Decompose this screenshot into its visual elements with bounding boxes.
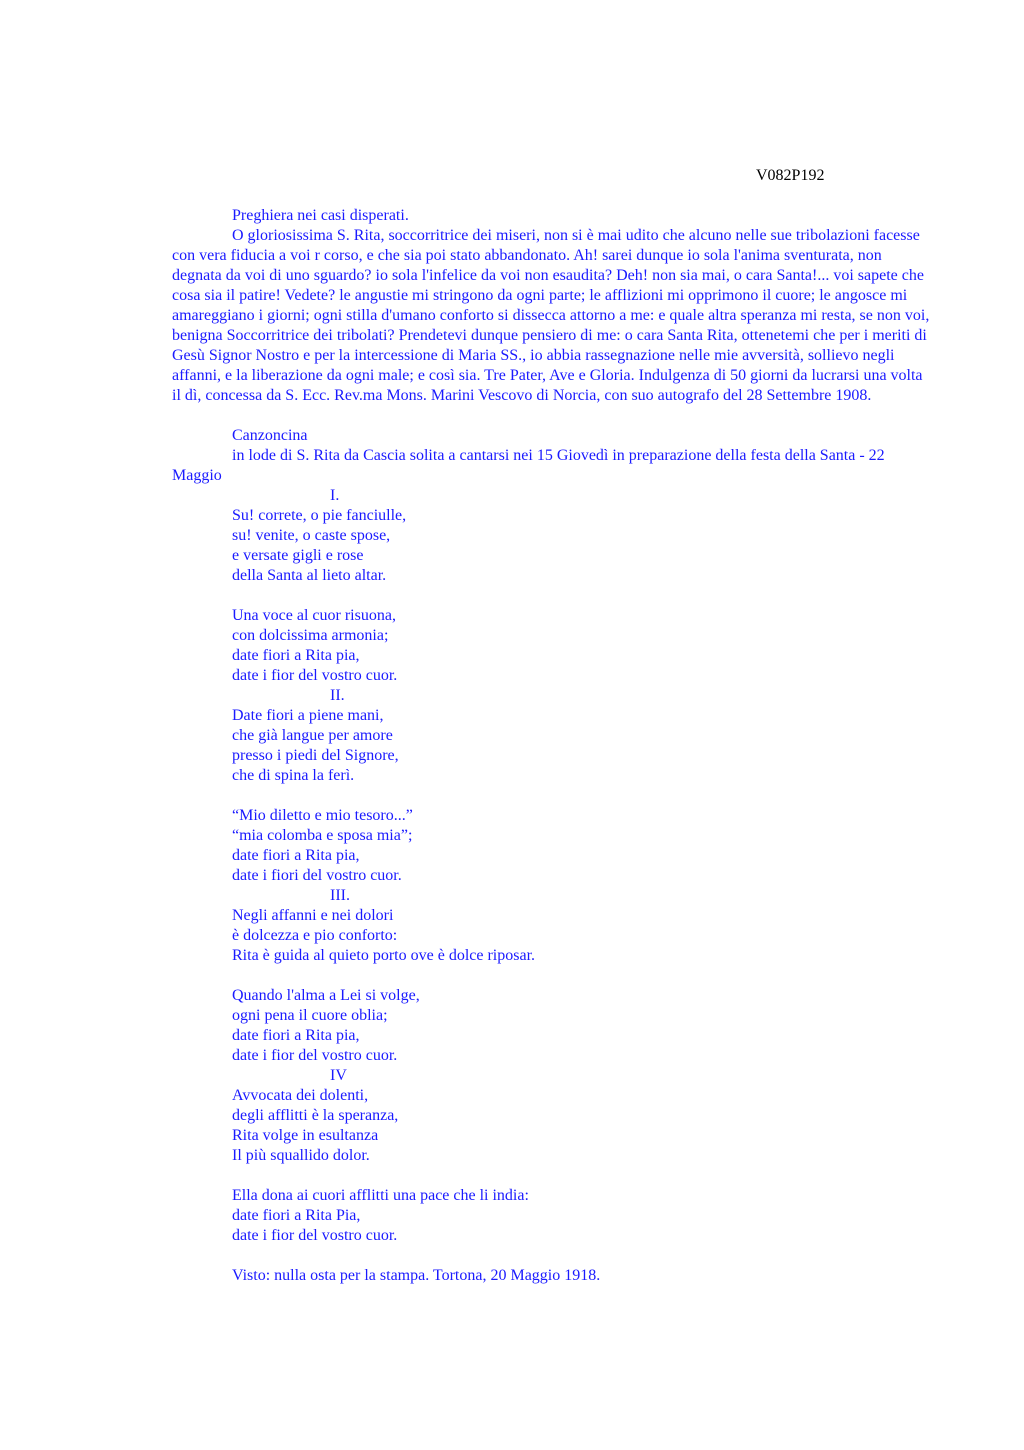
stanza-numeral: III.: [330, 887, 350, 904]
verse-line: su! venite, o caste spose,: [232, 527, 391, 544]
verse-line: presso i piedi del Signore,: [232, 747, 399, 764]
blank-line: [172, 406, 930, 426]
verse-line: è dolcezza e pio conforto:: [232, 927, 398, 944]
verse-line: date fiori a Rita Pia,: [232, 1207, 361, 1224]
verse-line: Avvocata dei dolenti,: [232, 1087, 369, 1104]
verse-line: Rita è guida al quieto porto ove è dolce riposar.: [232, 947, 536, 964]
verse-line: che già langue per amore: [232, 727, 393, 744]
verse-line: date fiori a Rita pia,: [232, 647, 360, 664]
blank-line: [172, 586, 930, 606]
verse-line: date i fior del vostro cuor.: [232, 1227, 398, 1244]
verse-line: Su! correte, o pie fanciulle,: [232, 507, 407, 524]
verse-line: Il più squallido dolor.: [232, 1147, 370, 1164]
verse-line: che di spina la ferì.: [232, 767, 355, 784]
verse-line: “mia colomba e sposa mia”;: [232, 827, 413, 844]
verse-line: della Santa al lieto altar.: [232, 567, 387, 584]
blank-line: [172, 966, 930, 986]
verse-line: degli afflitti è la speranza,: [232, 1107, 399, 1124]
verse-line: con dolcissima armonia;: [232, 627, 389, 644]
song-subtitle: in lode di S. Rita da Cascia solita a cantarsi nei 15 Giovedì in preparazione della festa della Santa - 22 Maggio: [172, 447, 885, 484]
blank-line: [172, 1166, 930, 1186]
verse-line: date i fior del vostro cuor.: [232, 667, 398, 684]
song-title: Canzoncina: [232, 427, 308, 444]
verse-line: Date fiori a piene mani,: [232, 707, 384, 724]
page-identifier: V082P192: [756, 167, 825, 184]
stanza-numeral: IV: [330, 1067, 347, 1084]
stanza-numeral: II.: [330, 687, 345, 704]
verse-line: Ella dona ai cuori afflitti una pace che li india:: [232, 1187, 529, 1204]
verse-line: date i fior del vostro cuor.: [232, 1047, 398, 1064]
verse-line: ogni pena il cuore oblia;: [232, 1007, 388, 1024]
verse-line: date fiori a Rita pia,: [232, 1027, 360, 1044]
verse-line: Quando l'alma a Lei si volge,: [232, 987, 420, 1004]
blank-line: [172, 1246, 930, 1266]
imprimatur-note: Visto: nulla osta per la stampa. Tortona, 20 Maggio 1918.: [232, 1267, 601, 1284]
prayer-title: Preghiera nei casi disperati.: [232, 207, 409, 224]
stanza-numeral: I.: [330, 487, 340, 504]
verse-line: Una voce al cuor risuona,: [232, 607, 396, 624]
blank-line: [172, 786, 930, 806]
prayer-body: O gloriosissima S. Rita, soccorritrice dei miseri, non si è mai udito che alcuno nelle sue tribolazioni facesse con vera fiducia a voi r corso, e che sia poi stato abbandonato. Ah! sarei dunque io sola l'anima sventurata, non degnata da voi di uno sguardo? io sola l'infelice da voi non esaudita? Deh! non sia mai, o cara Santa!... voi sapete che cosa sia il patire! Vedete? le angustie mi stringono da ogni parte; le afflizioni mi opprimono il cuore; le angosce mi amareggiano i giorni; ogni stilla d'umano conforto si dissecca attorno a me: e quale altra speranza mi resta, se non voi, benigna Soccorritrice dei tribolati? Prendetevi dunque pensiero di me: o cara Santa Rita, ottenetemi che per i meriti di Gesù Signor Nostro e per la intercessione di Maria SS., io abbia rassegnazione nelle mie avversità, sollievo negli affanni, e la liberazione da ogni male; e così sia. Tre Pater, Ave e Gloria. Indulgenza di 50 giorni da lucrarsi una volta il dì, concessa da S. Ecc. Rev.ma Mons. Marini Vescovo di Norcia, con suo autografo del 28 Settembre 1908.: [172, 227, 930, 404]
verse-line: “Mio diletto e mio tesoro...”: [232, 807, 413, 824]
verse-line: date i fiori del vostro cuor.: [232, 867, 402, 884]
verse-line: Negli affanni e nei dolori: [232, 907, 394, 924]
verse-line: date fiori a Rita pia,: [232, 847, 360, 864]
verse-line: Rita volge in esultanza: [232, 1127, 379, 1144]
verse-line: e versate gigli e rose: [232, 547, 364, 564]
document-body: [172, 206, 930, 1286]
